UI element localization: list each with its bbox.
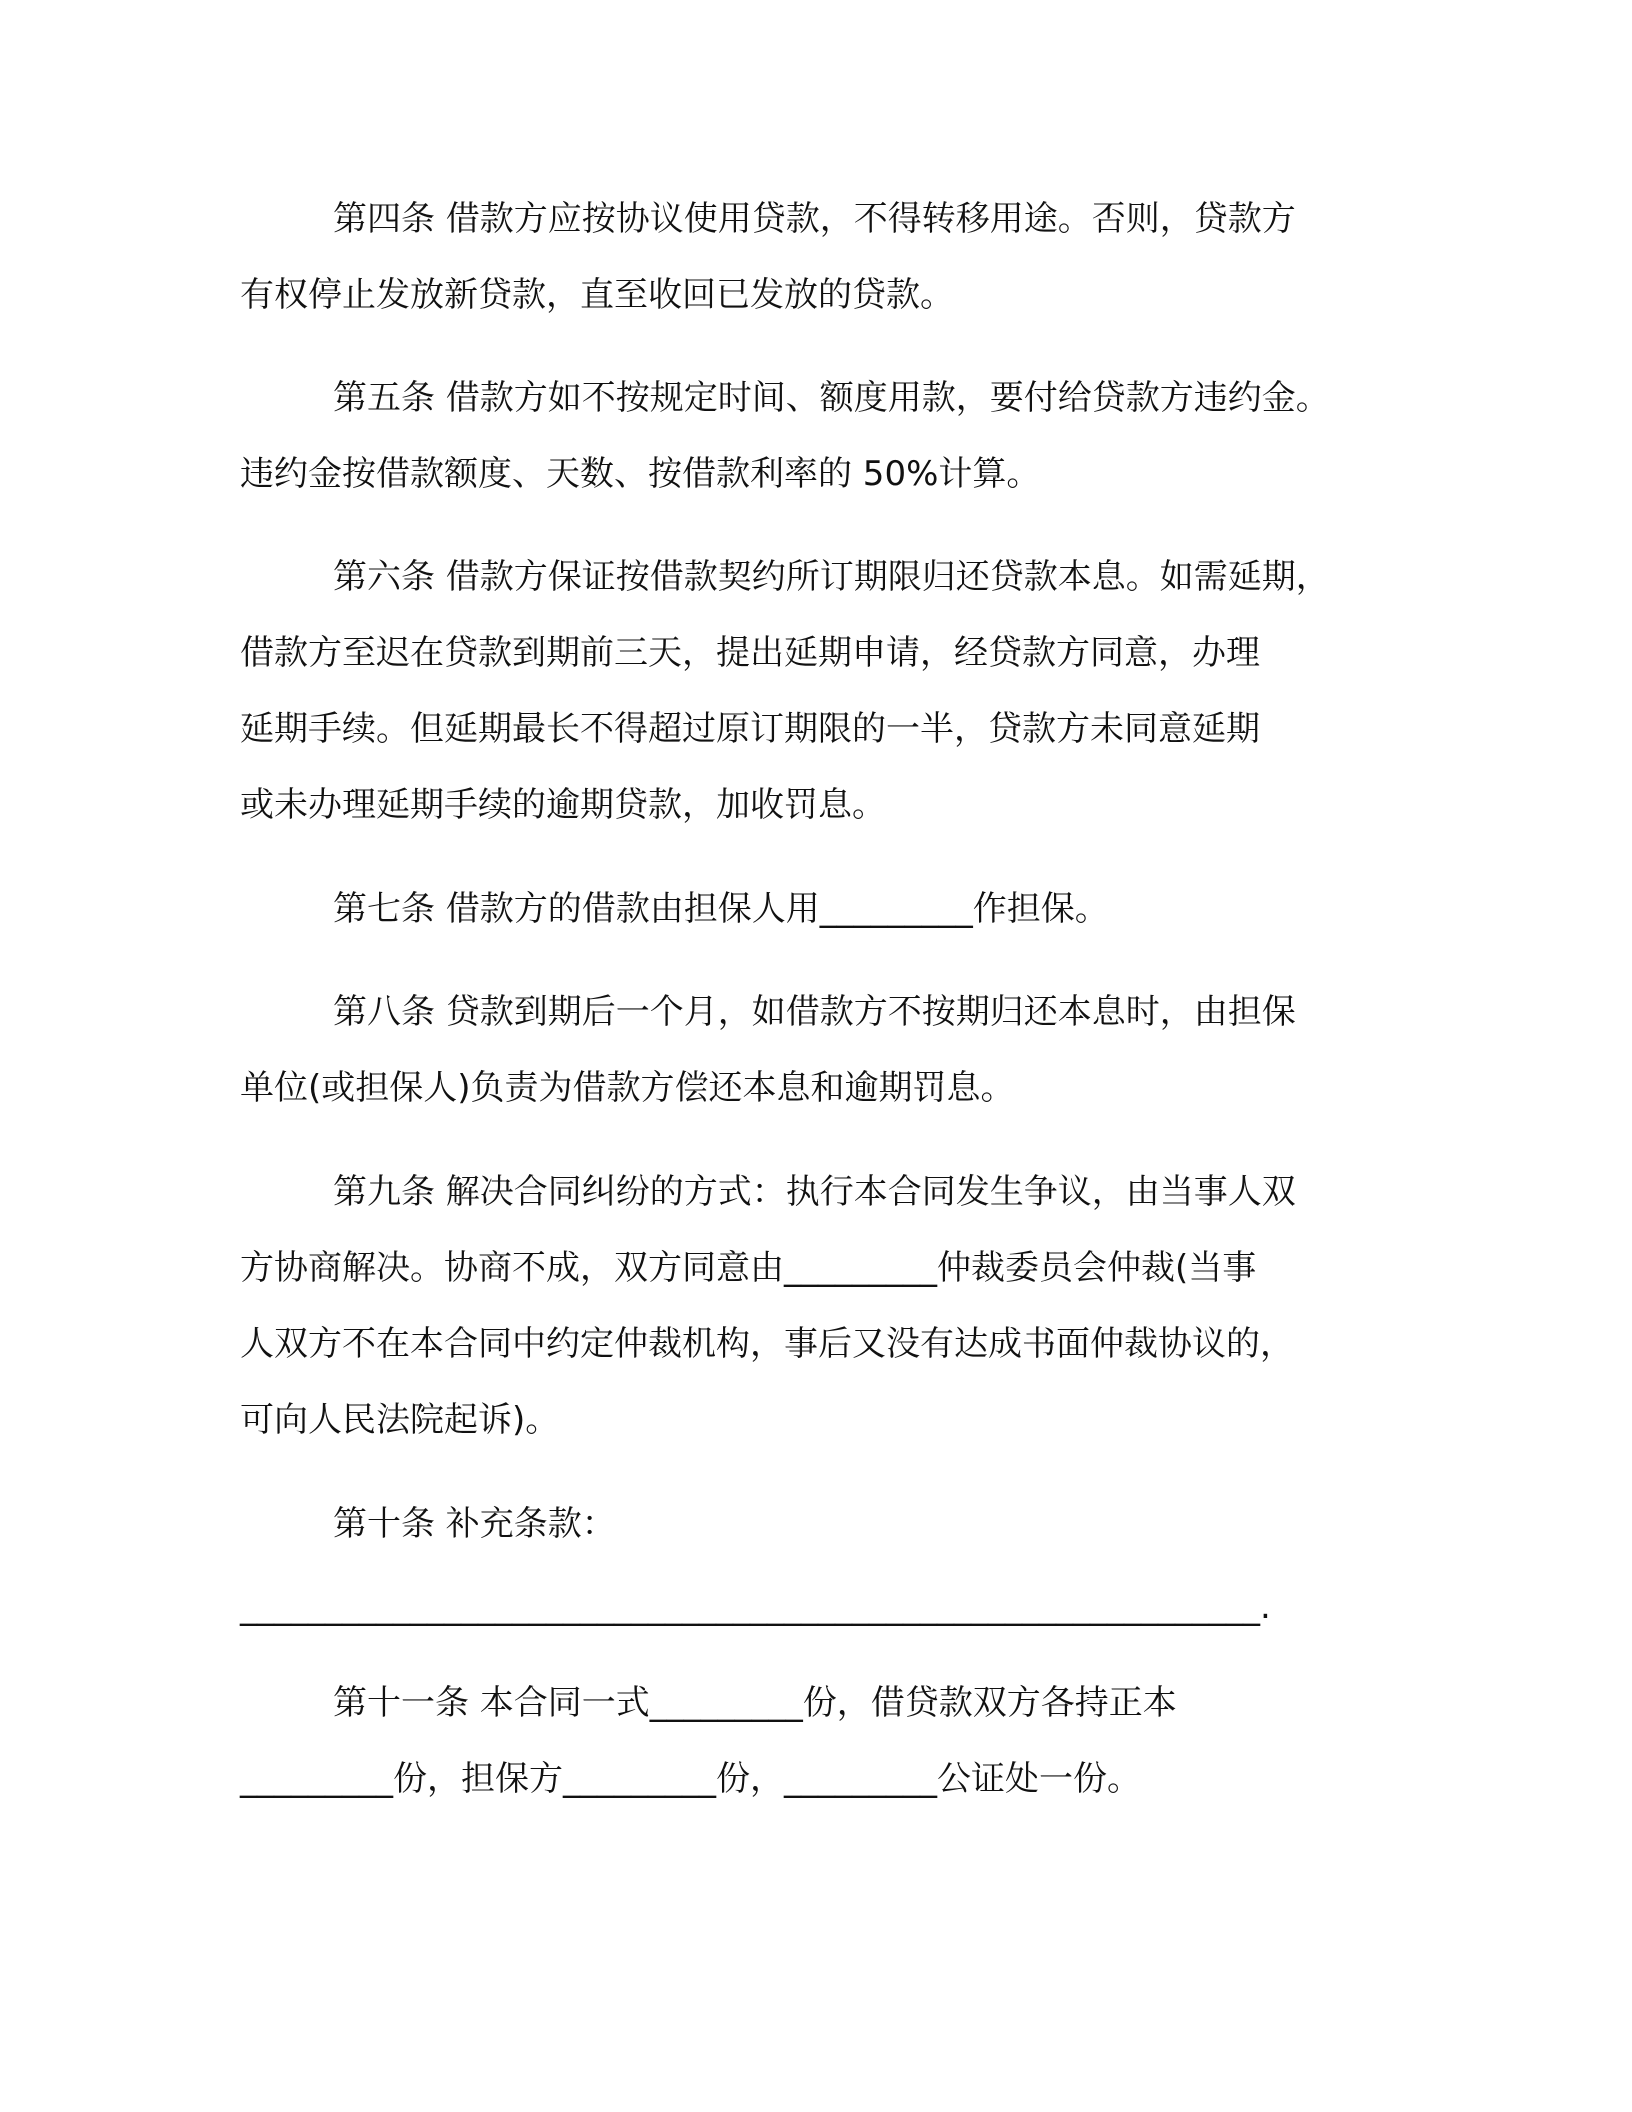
article-9-line-3: 人双方不在本合同中约定仲裁机构，事后又没有达成书面仲裁协议的， [240, 1324, 1294, 1364]
article-5-line-2: 违约金按借款额度、天数、按借款利率的 50%计算。 [240, 454, 1041, 494]
article-8-line-2: 单位(或担保人)负责为借款方偿还本息和逾期罚息。 [240, 1068, 1015, 1108]
article-10-blank-line: ____________________________________________________________. [240, 1587, 1271, 1627]
article-11-line-2: _________份，担保方_________份，_________公证处一份。 [240, 1759, 1141, 1799]
article-9-line-2: 方协商解决。协商不成，双方同意由_________仲裁委员会仲裁(当事 [240, 1248, 1257, 1288]
article-9-line-4: 可向人民法院起诉)。 [240, 1400, 560, 1440]
article-4-line-2: 有权停止发放新贷款，直至收回已发放的贷款。 [240, 275, 954, 315]
article-4-line-1: 第四条 借款方应按协议使用贷款，不得转移用途。否则，贷款方 [333, 199, 1296, 239]
article-11-line-1: 第十一条 本合同一式_________份，借贷款双方各持正本 [333, 1683, 1177, 1723]
article-9-line-1: 第九条 解决合同纠纷的方式：执行本合同发生争议，由当事人双 [333, 1172, 1296, 1212]
article-8-line-1: 第八条 贷款到期后一个月，如借款方不按期归还本息时，由担保 [333, 992, 1296, 1032]
article-6-line-2: 借款方至迟在贷款到期前三天，提出延期申请，经贷款方同意，办理 [240, 633, 1260, 673]
article-6-line-1: 第六条 借款方保证按借款契约所订期限归还贷款本息。如需延期， [333, 557, 1330, 597]
article-6-line-3: 延期手续。但延期最长不得超过原订期限的一半，贷款方未同意延期 [240, 709, 1260, 749]
article-5-line-1: 第五条 借款方如不按规定时间、额度用款，要付给贷款方违约金。 [333, 378, 1330, 418]
article-6-line-4: 或未办理延期手续的逾期贷款，加收罚息。 [240, 785, 886, 825]
article-10-line-1: 第十条 补充条款： [333, 1504, 616, 1544]
article-7-line-1: 第七条 借款方的借款由担保人用_________作担保。 [333, 889, 1109, 929]
